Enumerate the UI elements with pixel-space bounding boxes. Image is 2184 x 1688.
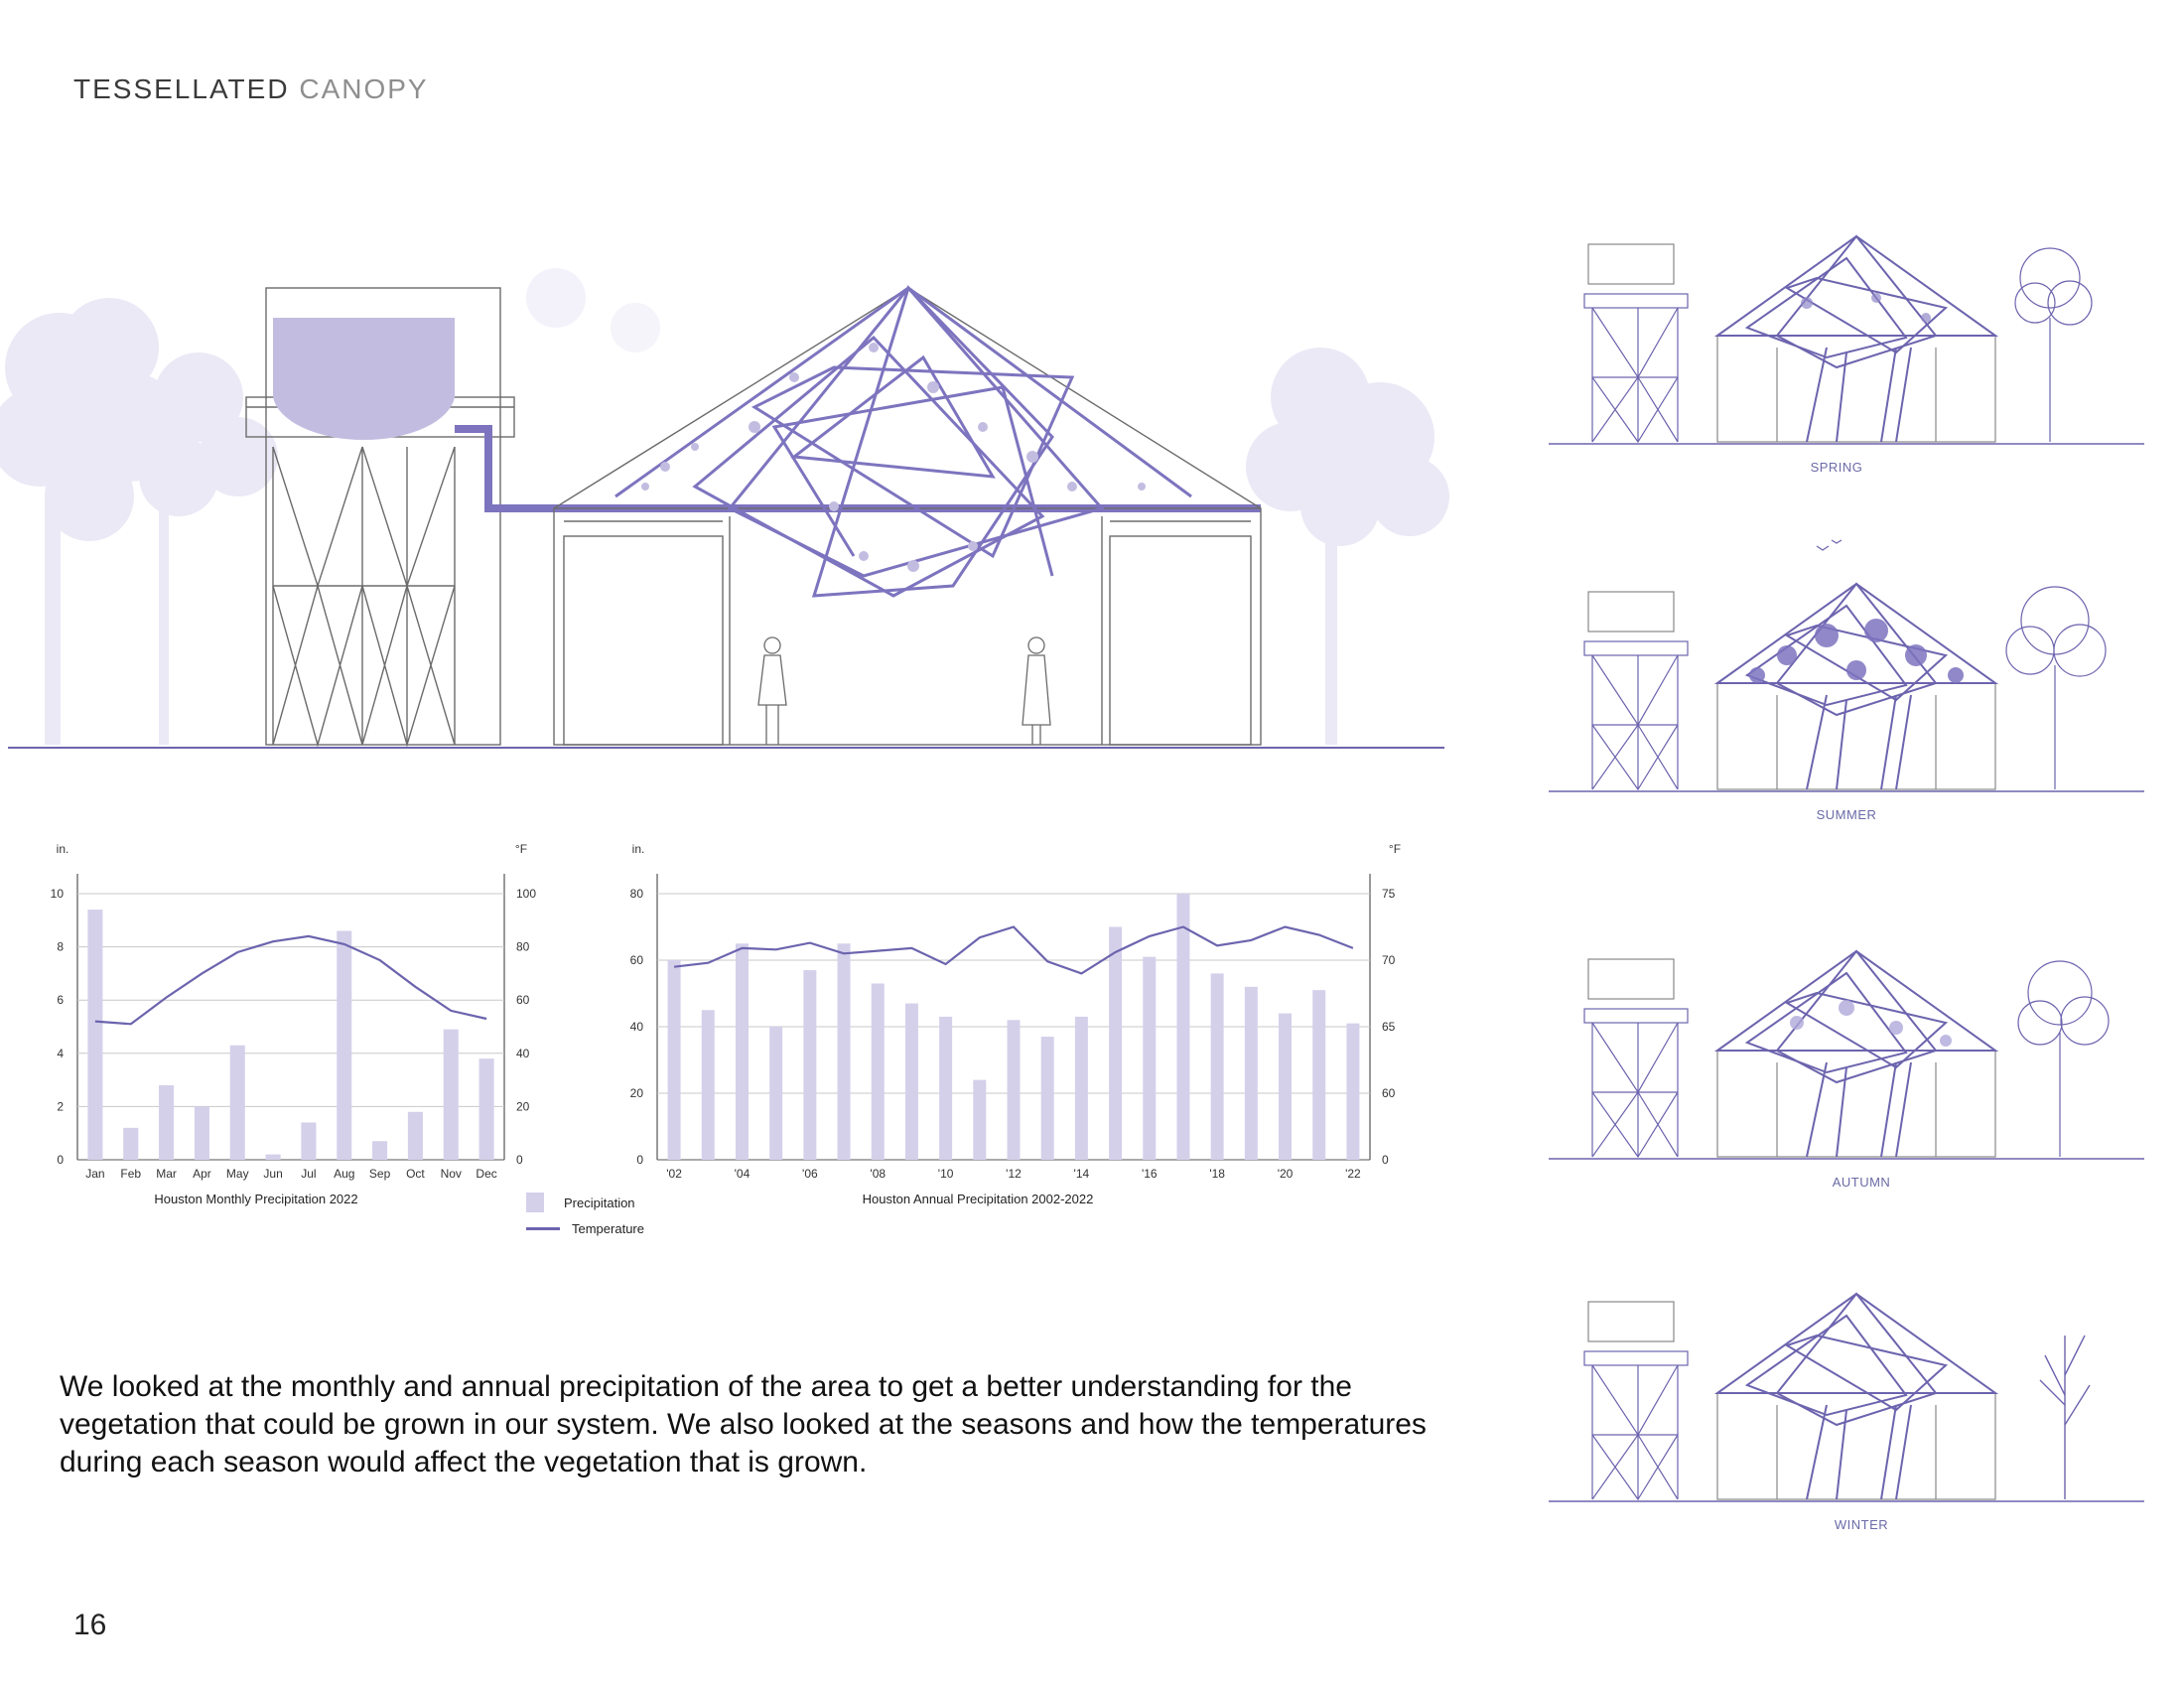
precipitation-bar bbox=[1176, 894, 1189, 1160]
precipitation-bar bbox=[123, 1128, 138, 1160]
precipitation-bar bbox=[230, 1046, 245, 1160]
precipitation-bar bbox=[1008, 1020, 1021, 1160]
precipitation-bar bbox=[803, 970, 816, 1160]
page-header bbox=[73, 73, 429, 105]
pavilion bbox=[554, 288, 1261, 745]
y-tick-label: 2 bbox=[57, 1099, 64, 1114]
season-label-spring: SPRING bbox=[1810, 460, 1863, 475]
precipitation-bar bbox=[444, 1030, 459, 1160]
x-tick-label: '20 bbox=[1277, 1167, 1294, 1181]
precipitation-bar bbox=[301, 1122, 316, 1160]
x-tick-label: Jul bbox=[301, 1167, 317, 1181]
y-left-unit: in. bbox=[631, 842, 645, 856]
precipitation-bar bbox=[973, 1080, 986, 1160]
precipitation-bar bbox=[195, 1106, 209, 1160]
x-tick-label: '14 bbox=[1073, 1167, 1090, 1181]
precipitation-bar bbox=[159, 1085, 174, 1160]
precipitation-bar bbox=[1075, 1017, 1088, 1160]
header-title-part2: CANOPY bbox=[299, 73, 429, 104]
x-tick-label: Oct bbox=[406, 1167, 425, 1181]
precipitation-bar bbox=[1041, 1037, 1054, 1160]
x-tick-label: Feb bbox=[120, 1167, 142, 1181]
precipitation-bar bbox=[337, 931, 351, 1160]
temperature-line bbox=[674, 927, 1353, 974]
body-paragraph: We looked at the monthly and annual precipitation of the area to get a better understanding for the vegetation that could be grown in our system. We also looked at the seasons and how the temperatures during each season would affect the vegetation that is grown. bbox=[60, 1370, 1427, 1478]
precipitation-bar bbox=[1279, 1014, 1292, 1160]
spring-elevation bbox=[1549, 236, 2144, 475]
season-label-winter: WINTER bbox=[1834, 1517, 1889, 1532]
y-tick-label: 0 bbox=[636, 1153, 643, 1167]
x-tick-label: Jan bbox=[85, 1167, 105, 1181]
x-tick-label: '10 bbox=[937, 1167, 954, 1181]
precipitation-bar bbox=[702, 1010, 715, 1160]
y2-tick-label: 60 bbox=[1382, 1086, 1396, 1100]
y2-tick-label: 20 bbox=[516, 1099, 530, 1114]
x-tick-label: '12 bbox=[1006, 1167, 1022, 1181]
chart-title: Houston Annual Precipitation 2002-2022 bbox=[862, 1192, 1094, 1206]
y-tick-label: 20 bbox=[629, 1086, 643, 1100]
x-tick-label: Apr bbox=[193, 1167, 211, 1181]
y2-tick-label: 40 bbox=[516, 1046, 530, 1060]
page-number: 16 bbox=[73, 1609, 107, 1641]
y2-tick-label: 70 bbox=[1382, 953, 1396, 967]
people bbox=[758, 637, 1050, 745]
legend-item-precipitation bbox=[526, 1190, 644, 1215]
water-tower bbox=[246, 288, 514, 745]
legend-label-temperature: Temperature bbox=[572, 1220, 644, 1236]
legend-label-precipitation: Precipitation bbox=[564, 1195, 635, 1210]
y-tick-label: 60 bbox=[629, 953, 643, 967]
legend-item-temperature bbox=[526, 1215, 644, 1241]
precipitation-bar bbox=[905, 1004, 918, 1160]
main-elevation-drawing bbox=[0, 258, 1459, 765]
precipitation-bar bbox=[1211, 973, 1224, 1160]
canopy-structure bbox=[615, 288, 1191, 596]
season-elevations bbox=[1549, 218, 2164, 1559]
y-tick-label: 40 bbox=[629, 1020, 643, 1034]
x-tick-label: Jun bbox=[263, 1167, 283, 1181]
y2-tick-label: 65 bbox=[1382, 1020, 1396, 1034]
chart-title: Houston Monthly Precipitation 2022 bbox=[154, 1192, 358, 1206]
precipitation-bar bbox=[872, 983, 885, 1160]
autumn-elevation bbox=[1549, 951, 2144, 1190]
precipitation-bar bbox=[1346, 1024, 1359, 1160]
x-tick-label: '06 bbox=[802, 1167, 818, 1181]
precipitation-bar bbox=[479, 1058, 494, 1160]
annual-precipitation-chart bbox=[615, 829, 1410, 1216]
y2-tick-label: 60 bbox=[516, 993, 530, 1008]
x-tick-label: Dec bbox=[476, 1167, 497, 1181]
precipitation-bar bbox=[769, 1027, 782, 1160]
winter-elevation bbox=[1549, 1294, 2144, 1532]
y-tick-label: 4 bbox=[57, 1046, 64, 1060]
y2-tick-label: 0 bbox=[1382, 1153, 1389, 1167]
y-tick-label: 0 bbox=[57, 1153, 64, 1167]
x-tick-label: '18 bbox=[1209, 1167, 1225, 1181]
y-right-unit: °F bbox=[1388, 842, 1402, 856]
x-tick-label: '16 bbox=[1141, 1167, 1158, 1181]
precipitation-bar bbox=[939, 1017, 952, 1160]
precipitation-bar bbox=[668, 960, 681, 1160]
x-tick-label: '22 bbox=[1345, 1167, 1361, 1181]
water-pipe bbox=[455, 429, 1261, 508]
y-left-unit: in. bbox=[56, 842, 69, 856]
x-tick-label: Sep bbox=[368, 1167, 391, 1181]
x-tick-label: Aug bbox=[334, 1167, 355, 1181]
x-tick-label: '04 bbox=[734, 1167, 751, 1181]
y-tick-label: 8 bbox=[57, 939, 64, 954]
precipitation-bar bbox=[1312, 990, 1325, 1160]
y-tick-label: 80 bbox=[629, 887, 643, 901]
season-label-autumn: AUTUMN bbox=[1832, 1175, 1891, 1190]
precipitation-bar bbox=[1245, 987, 1258, 1160]
precipitation-bar bbox=[87, 910, 102, 1160]
y2-tick-label: 80 bbox=[516, 939, 530, 954]
y-tick-label: 10 bbox=[50, 887, 64, 901]
x-tick-label: '08 bbox=[870, 1167, 887, 1181]
precipitation-bar bbox=[372, 1141, 387, 1160]
precipitation-bar bbox=[736, 943, 749, 1160]
chart-legend bbox=[526, 1190, 644, 1241]
legend-swatch-line bbox=[526, 1227, 560, 1230]
precipitation-bar bbox=[408, 1112, 423, 1160]
precipitation-bar bbox=[1143, 957, 1156, 1160]
temperature-line bbox=[95, 936, 486, 1024]
y2-tick-label: 0 bbox=[516, 1153, 523, 1167]
x-tick-label: May bbox=[225, 1167, 249, 1181]
y-tick-label: 6 bbox=[57, 993, 64, 1008]
y2-tick-label: 100 bbox=[516, 887, 537, 901]
season-label-summer: SUMMER bbox=[1816, 807, 1877, 822]
precipitation-bar bbox=[838, 943, 851, 1160]
header-title-part1: TESSELLATED bbox=[73, 73, 290, 104]
y-right-unit: °F bbox=[514, 842, 528, 856]
legend-swatch-bar bbox=[526, 1193, 544, 1212]
x-tick-label: Mar bbox=[156, 1167, 177, 1181]
summer-elevation bbox=[1549, 540, 2144, 822]
y2-tick-label: 75 bbox=[1382, 887, 1396, 901]
precipitation-bar bbox=[266, 1155, 281, 1160]
monthly-precipitation-chart bbox=[40, 829, 556, 1216]
x-tick-label: Nov bbox=[440, 1167, 462, 1181]
precipitation-bar bbox=[1109, 927, 1122, 1161]
x-tick-label: '02 bbox=[666, 1167, 682, 1181]
